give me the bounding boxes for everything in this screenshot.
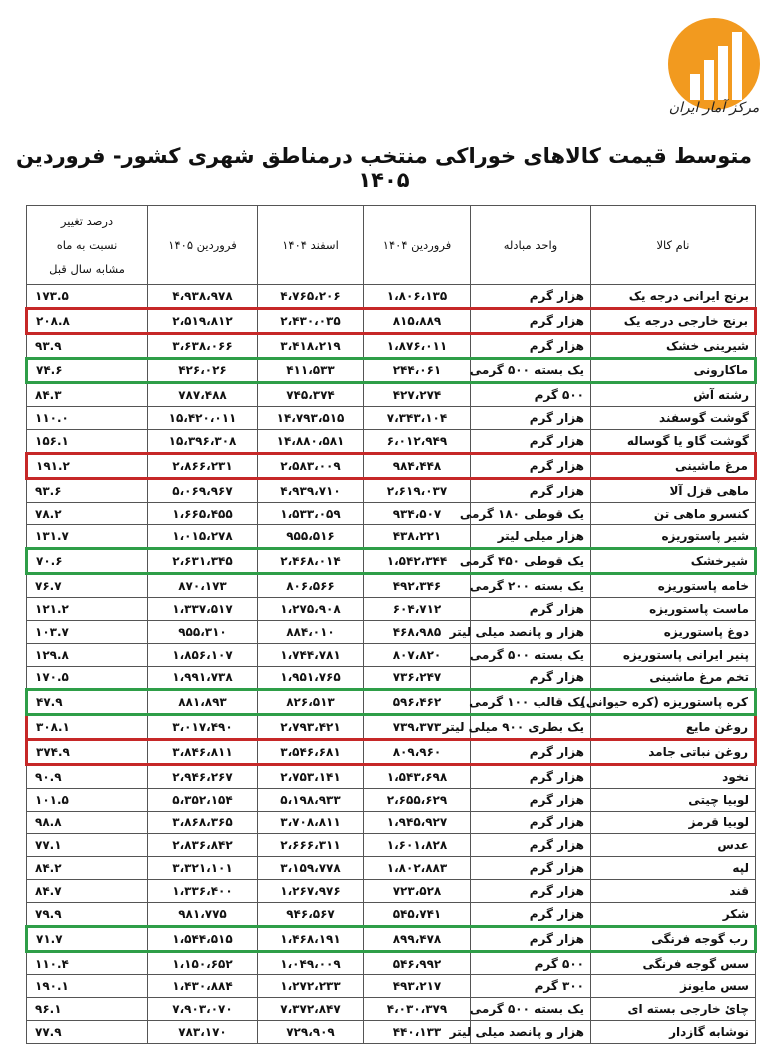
cell-price-farvardin-1405: ۸۷۰،۱۷۳	[148, 574, 258, 598]
header-esfand-1404: اسفند ۱۴۰۴	[258, 206, 364, 285]
cell-item-name: کره پاستوریزه (کره حیوانی)	[591, 690, 756, 715]
cell-unit: هزار گرم	[471, 333, 591, 358]
cell-percent-change: ۷۶.۷	[27, 574, 148, 598]
cell-unit: یک بسته ۵۰۰ گرمی	[471, 998, 591, 1021]
table-row	[27, 525, 756, 549]
cell-price-farvardin-1405: ۷۸۷،۴۸۸	[148, 383, 258, 407]
cell-item-name: سس مایونز	[591, 975, 756, 998]
cell-price-farvardin-1405: ۱،۱۵۰،۶۵۲	[148, 951, 258, 975]
cell-price-esfand-1404: ۱،۴۶۸،۱۹۱	[258, 926, 364, 951]
cell-price-esfand-1404: ۹۴۶،۵۶۷	[258, 902, 364, 926]
cell-unit: هزار گرم	[471, 285, 591, 309]
cell-price-farvardin-1405: ۴۲۶،۰۲۶	[148, 358, 258, 383]
cell-price-esfand-1404: ۱۴،۸۸۰،۵۸۱	[258, 430, 364, 454]
cell-price-farvardin-1404: ۶۰۴،۷۱۲	[364, 597, 471, 620]
cell-unit: هزار گرم	[471, 407, 591, 430]
cell-price-farvardin-1404: ۱،۵۴۳،۶۹۸	[364, 764, 471, 788]
table-row	[27, 880, 756, 903]
cell-price-farvardin-1405: ۱۵،۳۹۶،۳۰۸	[148, 430, 258, 454]
logo-bar-1	[690, 74, 700, 100]
cell-price-farvardin-1405: ۲،۶۳۱،۳۴۵	[148, 549, 258, 574]
table-row	[27, 620, 756, 643]
logo-caption: مرکز آمار ایران	[668, 100, 760, 116]
cell-price-farvardin-1404: ۵۴۶،۹۹۲	[364, 951, 471, 975]
cell-price-farvardin-1404: ۱،۸۰۲،۸۸۳	[364, 857, 471, 880]
cell-price-farvardin-1405: ۳،۸۶۸،۳۶۵	[148, 811, 258, 834]
table-row	[27, 740, 756, 765]
cell-unit: هزار گرم	[471, 308, 591, 333]
cell-item-name: نوشابه گازدار	[591, 1021, 756, 1044]
cell-item-name: تخم مرغ ماشینی	[591, 666, 756, 690]
cell-unit: هزار گرم	[471, 834, 591, 857]
cell-percent-change: ۱۷۳.۵	[27, 285, 148, 309]
header-farvardin-1405: فروردین ۱۴۰۵	[148, 206, 258, 285]
header-change-line-3: مشابه سال قبل	[49, 262, 125, 276]
table-row	[27, 788, 756, 811]
cell-item-name: مرغ ماشینی	[591, 453, 756, 478]
cell-price-esfand-1404: ۸۸۴،۰۱۰	[258, 620, 364, 643]
cell-percent-change: ۳۰۸.۱	[27, 715, 148, 740]
statistical-center-logo	[664, 16, 764, 136]
cell-unit: ۵۰۰ گرم	[471, 951, 591, 975]
cell-price-esfand-1404: ۱،۰۴۹،۰۰۹	[258, 951, 364, 975]
cell-unit: یک بسته ۵۰۰ گرمی	[471, 643, 591, 666]
cell-price-esfand-1404: ۴،۹۳۹،۷۱۰	[258, 478, 364, 502]
cell-unit: هزار گرم	[471, 666, 591, 690]
cell-price-farvardin-1404: ۴۲۷،۲۷۴	[364, 383, 471, 407]
header-change-line-1: درصد تغییر	[60, 214, 114, 228]
cell-price-farvardin-1404: ۷،۳۴۳،۱۰۴	[364, 407, 471, 430]
cell-price-farvardin-1404: ۱،۸۷۶،۰۱۱	[364, 333, 471, 358]
cell-unit: یک بطری ۹۰۰ میلی لیتر	[471, 715, 591, 740]
cell-percent-change: ۱۱۰.۴	[27, 951, 148, 975]
cell-item-name: کنسرو ماهی تن	[591, 502, 756, 525]
cell-price-farvardin-1405: ۴،۹۳۸،۹۷۸	[148, 285, 258, 309]
table-row	[27, 998, 756, 1021]
cell-price-esfand-1404: ۳،۷۰۸،۸۱۱	[258, 811, 364, 834]
cell-percent-change: ۷۰.۶	[27, 549, 148, 574]
cell-price-farvardin-1404: ۴۹۳،۲۱۷	[364, 975, 471, 998]
table-row	[27, 358, 756, 383]
header-farvardin-1404: فروردین ۱۴۰۴	[364, 206, 471, 285]
table-row	[27, 926, 756, 951]
cell-price-farvardin-1404: ۸۱۵،۸۸۹	[364, 308, 471, 333]
cell-price-farvardin-1405: ۹۵۵،۳۱۰	[148, 620, 258, 643]
cell-percent-change: ۱۰۳.۷	[27, 620, 148, 643]
cell-price-esfand-1404: ۲،۴۳۰،۰۳۵	[258, 308, 364, 333]
cell-price-farvardin-1404: ۵۴۵،۷۴۱	[364, 902, 471, 926]
cell-price-farvardin-1405: ۲،۸۳۶،۸۴۲	[148, 834, 258, 857]
cell-unit: هزار گرم	[471, 926, 591, 951]
logo-bar-3	[718, 46, 728, 100]
cell-unit: هزار گرم	[471, 453, 591, 478]
table-row	[27, 811, 756, 834]
cell-price-farvardin-1405: ۱،۳۳۷،۵۱۷	[148, 597, 258, 620]
cell-unit: هزار گرم	[471, 597, 591, 620]
cell-unit: ۵۰۰ گرم	[471, 383, 591, 407]
cell-price-farvardin-1404: ۲۴۴،۰۶۱	[364, 358, 471, 383]
cell-price-esfand-1404: ۲،۷۵۳،۱۴۱	[258, 764, 364, 788]
table-row	[27, 333, 756, 358]
cell-price-esfand-1404: ۲،۴۶۸،۰۱۴	[258, 549, 364, 574]
cell-percent-change: ۹۳.۶	[27, 478, 148, 502]
cell-price-farvardin-1404: ۱،۶۰۱،۸۲۸	[364, 834, 471, 857]
cell-price-farvardin-1404: ۱،۹۴۵،۹۲۷	[364, 811, 471, 834]
cell-unit: هزار گرم	[471, 740, 591, 765]
price-table	[25, 205, 757, 1044]
table-row	[27, 834, 756, 857]
cell-item-name: گوشت گوسفند	[591, 407, 756, 430]
cell-item-name: قند	[591, 880, 756, 903]
cell-unit: هزار گرم	[471, 788, 591, 811]
cell-unit: هزار گرم	[471, 430, 591, 454]
cell-price-esfand-1404: ۱،۷۴۴،۷۸۱	[258, 643, 364, 666]
header-item-name: نام کالا	[591, 206, 756, 285]
cell-item-name: شکر	[591, 902, 756, 926]
cell-item-name: رشته آش	[591, 383, 756, 407]
cell-unit: هزار گرم	[471, 902, 591, 926]
cell-percent-change: ۱۰۱.۵	[27, 788, 148, 811]
cell-item-name: خامه پاستوریزه	[591, 574, 756, 598]
cell-price-farvardin-1404: ۷۳۹،۳۷۳	[364, 715, 471, 740]
cell-item-name: روغن مایع	[591, 715, 756, 740]
cell-price-farvardin-1404: ۱،۸۰۶،۱۳۵	[364, 285, 471, 309]
cell-price-esfand-1404: ۴،۷۶۵،۲۰۶	[258, 285, 364, 309]
cell-item-name: ماست پاستوریزه	[591, 597, 756, 620]
table-row	[27, 430, 756, 454]
cell-percent-change: ۱۵۶.۱	[27, 430, 148, 454]
cell-percent-change: ۹۸.۸	[27, 811, 148, 834]
cell-price-farvardin-1404: ۶،۰۱۲،۹۴۹	[364, 430, 471, 454]
cell-price-esfand-1404: ۲،۷۹۳،۴۲۱	[258, 715, 364, 740]
cell-percent-change: ۱۱۰.۰	[27, 407, 148, 430]
cell-percent-change: ۱۳۱.۷	[27, 525, 148, 549]
cell-price-farvardin-1405: ۲،۸۶۶،۲۳۱	[148, 453, 258, 478]
cell-percent-change: ۱۹۱.۲	[27, 453, 148, 478]
header-percent-change	[27, 206, 148, 285]
table-row	[27, 478, 756, 502]
cell-percent-change: ۹۶.۱	[27, 998, 148, 1021]
price-rows	[27, 285, 756, 1044]
cell-item-name: لوبیا قرمز	[591, 811, 756, 834]
cell-unit: ۳۰۰ گرم	[471, 975, 591, 998]
cell-price-esfand-1404: ۱۴،۷۹۳،۵۱۵	[258, 407, 364, 430]
cell-item-name: رب گوجه فرنگی	[591, 926, 756, 951]
cell-price-esfand-1404: ۱،۲۷۲،۲۳۳	[258, 975, 364, 998]
cell-unit: هزار گرم	[471, 811, 591, 834]
table-row	[27, 597, 756, 620]
cell-price-farvardin-1404: ۸۰۷،۸۲۰	[364, 643, 471, 666]
cell-percent-change: ۳۷۴.۹	[27, 740, 148, 765]
cell-percent-change: ۷۹.۹	[27, 902, 148, 926]
cell-price-farvardin-1404: ۴۶۸،۹۸۵	[364, 620, 471, 643]
cell-price-esfand-1404: ۱،۲۶۷،۹۷۶	[258, 880, 364, 903]
cell-percent-change: ۷۷.۱	[27, 834, 148, 857]
cell-price-farvardin-1404: ۷۳۶،۲۴۷	[364, 666, 471, 690]
cell-price-esfand-1404: ۳،۱۵۹،۷۷۸	[258, 857, 364, 880]
table-row	[27, 383, 756, 407]
cell-price-farvardin-1404: ۴۴۰،۱۳۳	[364, 1021, 471, 1044]
cell-price-esfand-1404: ۴۱۱،۵۳۳	[258, 358, 364, 383]
cell-percent-change: ۱۹۰.۱	[27, 975, 148, 998]
cell-item-name: گوشت گاو یا گوساله	[591, 430, 756, 454]
cell-percent-change: ۸۴.۷	[27, 880, 148, 903]
cell-price-farvardin-1405: ۸۸۱،۸۹۳	[148, 690, 258, 715]
cell-unit: هزار گرم	[471, 478, 591, 502]
cell-price-farvardin-1405: ۷،۹۰۳،۰۷۰	[148, 998, 258, 1021]
cell-unit: یک بسته ۵۰۰ گرمی	[471, 358, 591, 383]
cell-percent-change: ۱۲۹.۸	[27, 643, 148, 666]
cell-price-farvardin-1404: ۲،۶۵۵،۶۲۹	[364, 788, 471, 811]
cell-item-name: لوبیا چیتی	[591, 788, 756, 811]
cell-percent-change: ۲۰۸.۸	[27, 308, 148, 333]
cell-price-farvardin-1405: ۳،۳۲۱،۱۰۱	[148, 857, 258, 880]
cell-price-farvardin-1405: ۹۸۱،۷۷۵	[148, 902, 258, 926]
cell-price-esfand-1404: ۷۲۹،۹۰۹	[258, 1021, 364, 1044]
cell-percent-change: ۸۴.۳	[27, 383, 148, 407]
cell-item-name: برنج ایرانی درجه یک	[591, 285, 756, 309]
table-header-row	[27, 206, 756, 285]
cell-item-name: ماکارونی	[591, 358, 756, 383]
cell-price-farvardin-1405: ۳،۰۱۷،۴۹۰	[148, 715, 258, 740]
cell-percent-change: ۷۸.۲	[27, 502, 148, 525]
table-row	[27, 857, 756, 880]
cell-item-name: عدس	[591, 834, 756, 857]
cell-item-name: لپه	[591, 857, 756, 880]
cell-price-farvardin-1404: ۷۲۳،۵۲۸	[364, 880, 471, 903]
table-row	[27, 407, 756, 430]
logo-bar-4	[732, 32, 742, 100]
logo-bar-2	[704, 60, 714, 100]
cell-unit: هزار میلی لیتر	[471, 525, 591, 549]
page-title: متوسط قیمت کالاهای خوراکی منتخب درمناطق شهری کشور- فروردین ۱۴۰۵	[16, 144, 752, 192]
cell-price-farvardin-1404: ۱،۵۴۲،۳۴۴	[364, 549, 471, 574]
table-row	[27, 690, 756, 715]
cell-price-farvardin-1405: ۱،۸۵۶،۱۰۷	[148, 643, 258, 666]
cell-unit: یک بسته ۲۰۰ گرمی	[471, 574, 591, 598]
cell-item-name: روغن نباتی جامد	[591, 740, 756, 765]
cell-price-esfand-1404: ۵،۱۹۸،۹۳۳	[258, 788, 364, 811]
cell-price-farvardin-1405: ۵،۳۵۲،۱۵۴	[148, 788, 258, 811]
cell-price-farvardin-1405: ۱،۴۳۰،۸۸۴	[148, 975, 258, 998]
cell-price-farvardin-1405: ۱،۳۳۶،۴۰۰	[148, 880, 258, 903]
cell-percent-change: ۱۷۰.۵	[27, 666, 148, 690]
cell-percent-change: ۸۴.۲	[27, 857, 148, 880]
cell-unit: یک قوطی ۱۸۰ گرمی	[471, 502, 591, 525]
table-row	[27, 453, 756, 478]
table-row	[27, 502, 756, 525]
cell-price-farvardin-1404: ۴۹۲،۳۴۶	[364, 574, 471, 598]
cell-price-farvardin-1404: ۴،۰۳۰،۳۷۹	[364, 998, 471, 1021]
cell-item-name: نخود	[591, 764, 756, 788]
table-row	[27, 549, 756, 574]
table-row	[27, 308, 756, 333]
table-row	[27, 1021, 756, 1044]
cell-price-esfand-1404: ۲،۶۶۶،۳۱۱	[258, 834, 364, 857]
cell-item-name: چائ خارجی بسته ای	[591, 998, 756, 1021]
cell-unit: هزار گرم	[471, 880, 591, 903]
cell-price-esfand-1404: ۳،۴۱۸،۲۱۹	[258, 333, 364, 358]
table-row	[27, 902, 756, 926]
table-row	[27, 643, 756, 666]
cell-price-esfand-1404: ۷،۳۷۲،۸۴۷	[258, 998, 364, 1021]
table-row	[27, 951, 756, 975]
cell-price-farvardin-1404: ۴۳۸،۲۲۱	[364, 525, 471, 549]
header-unit: واحد مبادله	[471, 206, 591, 285]
cell-price-esfand-1404: ۹۵۵،۵۱۶	[258, 525, 364, 549]
cell-item-name: پنیر ایرانی پاستوریزه	[591, 643, 756, 666]
table-row	[27, 764, 756, 788]
cell-percent-change: ۴۷.۹	[27, 690, 148, 715]
cell-price-esfand-1404: ۱،۵۳۳،۰۵۹	[258, 502, 364, 525]
cell-price-farvardin-1405: ۲،۹۴۶،۲۶۷	[148, 764, 258, 788]
header-change-line-2: نسبت به ماه	[56, 238, 118, 252]
cell-price-farvardin-1404: ۸۹۹،۴۷۸	[364, 926, 471, 951]
cell-price-farvardin-1405: ۲،۵۱۹،۸۱۲	[148, 308, 258, 333]
cell-price-farvardin-1405: ۱،۵۴۴،۵۱۵	[148, 926, 258, 951]
cell-price-farvardin-1404: ۸۰۹،۹۶۰	[364, 740, 471, 765]
cell-price-esfand-1404: ۲،۵۸۳،۰۰۹	[258, 453, 364, 478]
cell-price-farvardin-1404: ۹۸۴،۴۴۸	[364, 453, 471, 478]
cell-price-farvardin-1404: ۲،۶۱۹،۰۳۷	[364, 478, 471, 502]
cell-unit: هزار گرم	[471, 764, 591, 788]
cell-price-farvardin-1405: ۱،۰۱۵،۲۷۸	[148, 525, 258, 549]
cell-unit: یک قالب ۱۰۰ گرمی	[471, 690, 591, 715]
cell-item-name: ماهی قزل آلا	[591, 478, 756, 502]
cell-item-name: سس گوجه فرنگی	[591, 951, 756, 975]
cell-percent-change: ۱۲۱.۲	[27, 597, 148, 620]
cell-price-farvardin-1405: ۱۵،۴۲۰،۰۱۱	[148, 407, 258, 430]
cell-price-farvardin-1405: ۱،۹۹۱،۷۳۸	[148, 666, 258, 690]
cell-price-farvardin-1405: ۱،۶۶۵،۴۵۵	[148, 502, 258, 525]
cell-price-farvardin-1405: ۳،۸۴۶،۸۱۱	[148, 740, 258, 765]
cell-item-name: شیرینی خشک	[591, 333, 756, 358]
cell-percent-change: ۹۳.۹	[27, 333, 148, 358]
table-row	[27, 666, 756, 690]
cell-unit: یک قوطی ۴۵۰ گرمی	[471, 549, 591, 574]
cell-price-esfand-1404: ۱،۹۵۱،۷۶۵	[258, 666, 364, 690]
cell-percent-change: ۷۴.۶	[27, 358, 148, 383]
cell-unit: هزار و پانصد میلی لیتر	[471, 1021, 591, 1044]
cell-percent-change: ۹۰.۹	[27, 764, 148, 788]
cell-percent-change: ۷۷.۹	[27, 1021, 148, 1044]
cell-price-esfand-1404: ۳،۵۴۶،۶۸۱	[258, 740, 364, 765]
cell-item-name: شیر پاستوریزه	[591, 525, 756, 549]
cell-unit: هزار گرم	[471, 857, 591, 880]
table-row	[27, 285, 756, 309]
cell-price-farvardin-1405: ۷۸۳،۱۷۰	[148, 1021, 258, 1044]
cell-price-farvardin-1404: ۵۹۶،۴۶۲	[364, 690, 471, 715]
cell-price-farvardin-1405: ۳،۶۳۸،۰۶۶	[148, 333, 258, 358]
cell-price-esfand-1404: ۸۰۶،۵۶۶	[258, 574, 364, 598]
cell-price-farvardin-1405: ۵،۰۶۹،۹۶۷	[148, 478, 258, 502]
cell-price-esfand-1404: ۷۴۵،۳۷۴	[258, 383, 364, 407]
cell-percent-change: ۷۱.۷	[27, 926, 148, 951]
cell-item-name: برنج خارجی درجه یک	[591, 308, 756, 333]
cell-price-esfand-1404: ۸۲۶،۵۱۳	[258, 690, 364, 715]
table-row	[27, 574, 756, 598]
cell-price-farvardin-1404: ۹۳۴،۵۰۷	[364, 502, 471, 525]
cell-price-esfand-1404: ۱،۲۷۵،۹۰۸	[258, 597, 364, 620]
cell-item-name: شیرخشک	[591, 549, 756, 574]
table-row	[27, 715, 756, 740]
cell-unit: هزار و پانصد میلی لیتر	[471, 620, 591, 643]
cell-item-name: دوغ پاستوریزه	[591, 620, 756, 643]
table-row	[27, 975, 756, 998]
